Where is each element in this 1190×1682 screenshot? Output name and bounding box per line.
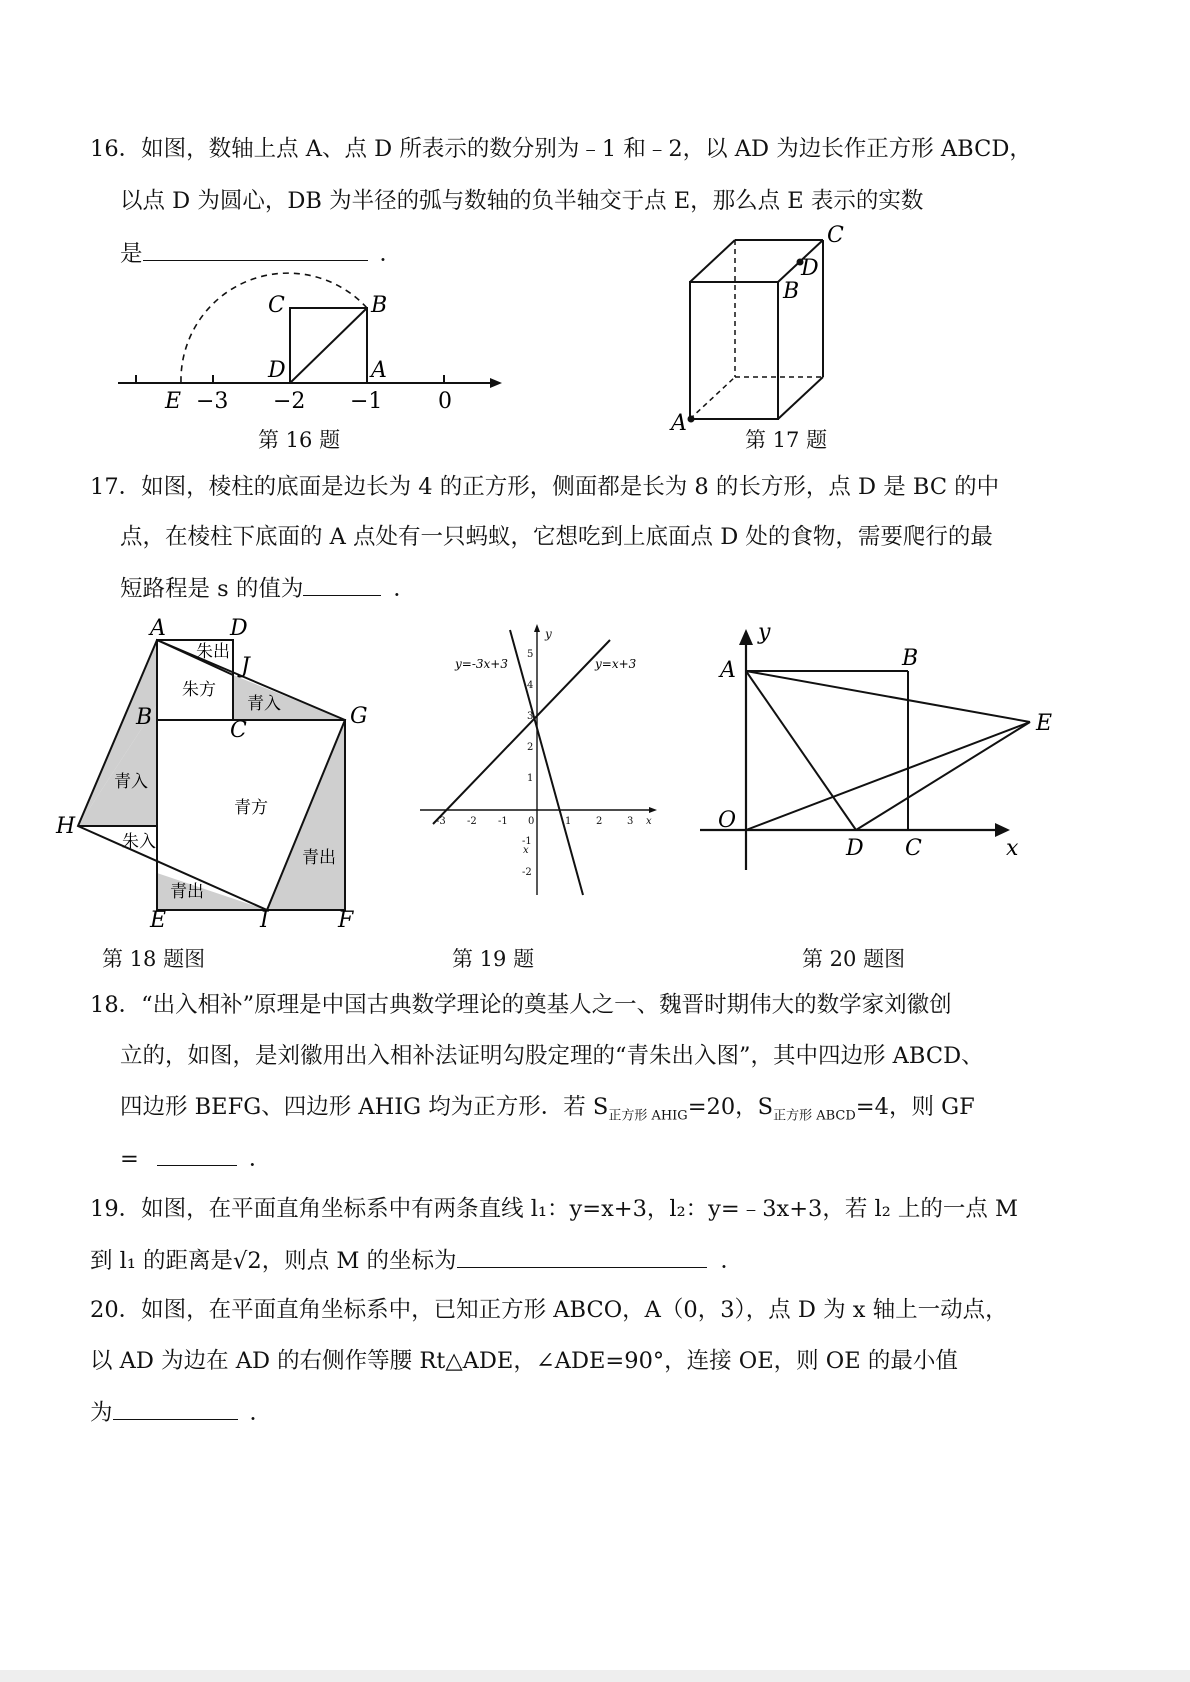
q18-sub-abcd: 正方形 ABCD <box>773 1108 856 1124</box>
svg-text:1: 1 <box>565 816 572 827</box>
label-d-20: D <box>846 836 864 861</box>
q19-period: ． <box>720 1248 744 1274</box>
label-e: E <box>165 389 182 414</box>
region-qingru-2: 青入 <box>114 772 148 792</box>
label-a: A <box>371 358 387 383</box>
region-zhufang: 朱方 <box>182 680 216 700</box>
label-o-20: O <box>718 808 737 833</box>
svg-text:-2: -2 <box>522 867 532 878</box>
label-d-17: D <box>801 256 819 281</box>
region-qingchu-2: 青出 <box>302 848 336 868</box>
tick-label-neg3: −3 <box>196 389 229 414</box>
label-c-18: C <box>230 718 247 743</box>
svg-text:2: 2 <box>527 742 534 753</box>
svg-text:y: y <box>545 627 552 641</box>
region-zhuru: 朱入 <box>122 832 156 852</box>
number-line-arrow <box>490 378 502 388</box>
label-c: C <box>268 293 285 318</box>
figure-18 <box>50 615 380 935</box>
q16-period: ． <box>379 241 403 267</box>
label-e-20: E <box>1036 711 1053 736</box>
svg-text:3: 3 <box>527 711 534 722</box>
diagonal-db <box>290 308 367 383</box>
label-l2-eq: y=-3x+3 <box>455 657 508 671</box>
point-a <box>688 416 695 423</box>
region-qingru-1: 青入 <box>247 694 281 714</box>
q18-sub-ahig: 正方形 AHIG <box>608 1108 688 1124</box>
line-l2 <box>510 630 583 895</box>
q20-line3 <box>90 1397 272 1428</box>
q20-period: ． <box>249 1400 273 1426</box>
svg-text:3: 3 <box>627 816 634 827</box>
q17-period: ． <box>393 576 416 602</box>
svg-text:x: x <box>646 816 652 827</box>
region-zhuchu: 朱出 <box>196 642 230 662</box>
caption-17: 第 17 题 <box>745 428 828 452</box>
q20-answer-blank[interactable] <box>113 1397 238 1420</box>
q18-equals: = <box>120 1146 139 1172</box>
q18-line2: 立的，如图，是刘徽用出入相补法证明勾股定理的“青朱出入图”，其中四边形 ABCD、 <box>120 1043 984 1069</box>
label-j-18: J <box>241 654 250 679</box>
svg-text:-1: -1 <box>498 816 508 827</box>
q19-answer-blank[interactable] <box>457 1245 707 1268</box>
label-h-18: H <box>56 814 76 839</box>
svg-text:4: 4 <box>527 680 534 691</box>
label-c-20: C <box>905 836 922 861</box>
svg-text:-1: -1 <box>522 836 532 847</box>
label-y-20: y <box>758 620 771 645</box>
figure-19 <box>415 620 665 905</box>
prism-front <box>690 282 778 419</box>
q18-line4 <box>120 1143 271 1174</box>
tick-label-neg1: −1 <box>350 389 383 414</box>
svg-text:1: 1 <box>527 773 534 784</box>
label-b-20: B <box>902 646 919 671</box>
q16-prefix: 是 <box>120 241 143 267</box>
tick-label-neg2: −2 <box>273 389 306 414</box>
q17-line2: 点，在棱柱下底面的 A 点处有一只蚂蚁，它想吃到上底面点 D 处的食物，需要爬行的最 <box>120 524 993 550</box>
label-d: D <box>268 358 286 383</box>
figure-20 <box>700 615 1070 875</box>
svg-text:-2: -2 <box>467 816 477 827</box>
caption-20: 第 20 题图 <box>802 947 906 971</box>
region-qingchu-1: 青出 <box>170 882 204 902</box>
q17-prefix: 短路程是 s 的值为 <box>120 576 304 602</box>
label-b-17: B <box>783 279 800 304</box>
caption-19: 第 19 题 <box>452 947 535 971</box>
caption-18: 第 18 题图 <box>102 947 206 971</box>
label-b: B <box>371 293 388 318</box>
q19-line1: 19．如图，在平面直角坐标系中有两条直线 l₁：y=x+3，l₂：y=﹣3x+3，若 l₂ 上的一点 M <box>90 1196 1019 1222</box>
figure-17 <box>665 222 865 437</box>
q18-line3-part3: =4，则 GF <box>855 1094 975 1120</box>
svg-text:0: 0 <box>528 816 535 827</box>
label-a-18: A <box>150 616 166 641</box>
figure-16 <box>110 270 510 450</box>
label-f-18: F <box>338 908 354 933</box>
q19-line2-part2: ，则点 M 的坐标为 <box>261 1248 457 1274</box>
q18-answer-blank[interactable] <box>157 1143 237 1166</box>
q20-line2: 以 AD 为边在 AD 的右侧作等腰 Rt△ADE，∠ADE=90°，连接 OE，则 OE 的最小值 <box>90 1348 958 1374</box>
q20-line1: 20．如图，在平面直角坐标系中，已知正方形 ABCO，A（0，3），点 D 为 x 轴上一动点， <box>90 1297 1008 1323</box>
label-e-18: E <box>150 908 167 933</box>
q19-line2 <box>90 1245 743 1276</box>
svg-text:2: 2 <box>596 816 603 827</box>
q20-prefix: 为 <box>90 1400 113 1426</box>
q19-line2-part1: 到 l₁ 的距离是 <box>90 1248 234 1274</box>
svg-text:x: x <box>523 845 529 856</box>
q16-line2: 以点 D 为圆心，DB 为半径的弧与数轴的负半轴交于点 E，那么点 E 表示的实数 <box>120 188 924 214</box>
q18-line1: 18．“出入相补”原理是中国古典数学理论的奠基人之一、魏晋时期伟大的数学家刘徽创 <box>90 992 952 1018</box>
label-a-20: A <box>720 658 736 683</box>
tick-label-0: 0 <box>438 389 452 414</box>
page-bottom-strip <box>0 1670 1190 1682</box>
q18-line3-part1: 四边形 BEFG、四边形 AHIG 均为正方形．若 S <box>120 1094 609 1120</box>
label-x-20: x <box>1006 836 1019 861</box>
q16-line3 <box>120 238 402 269</box>
q18-line3-part2: =20，S <box>687 1094 774 1120</box>
label-a-17: A <box>671 411 687 436</box>
label-i-18: I <box>260 908 269 933</box>
label-b-18: B <box>136 705 153 730</box>
label-d-18: D <box>230 616 248 641</box>
q16-line1: 16．如图，数轴上点 A、点 D 所表示的数分别为﹣1 和﹣2，以 AD 为边长作正方形 ABCD， <box>90 136 1032 162</box>
label-l1-eq: y=x+3 <box>595 657 637 671</box>
q18-period: ． <box>248 1146 272 1172</box>
caption-16: 第 16 题 <box>258 428 341 452</box>
label-g-18: G <box>350 704 368 729</box>
q17-line1: 17．如图，棱柱的底面是边长为 4 的正方形，侧面都是长为 8 的长方形，点 D 是 BC 的中 <box>90 474 1000 500</box>
q19-sqrt: √2 <box>233 1248 262 1274</box>
q18-line3 <box>120 1092 975 1132</box>
q17-line3 <box>120 573 416 604</box>
region-qingfang: 青方 <box>234 798 268 818</box>
label-c-17: C <box>827 223 844 248</box>
q16-answer-blank[interactable] <box>143 238 368 261</box>
svg-text:-3: -3 <box>436 816 446 827</box>
svg-text:5: 5 <box>527 649 534 660</box>
q17-answer-blank[interactable] <box>303 573 381 596</box>
